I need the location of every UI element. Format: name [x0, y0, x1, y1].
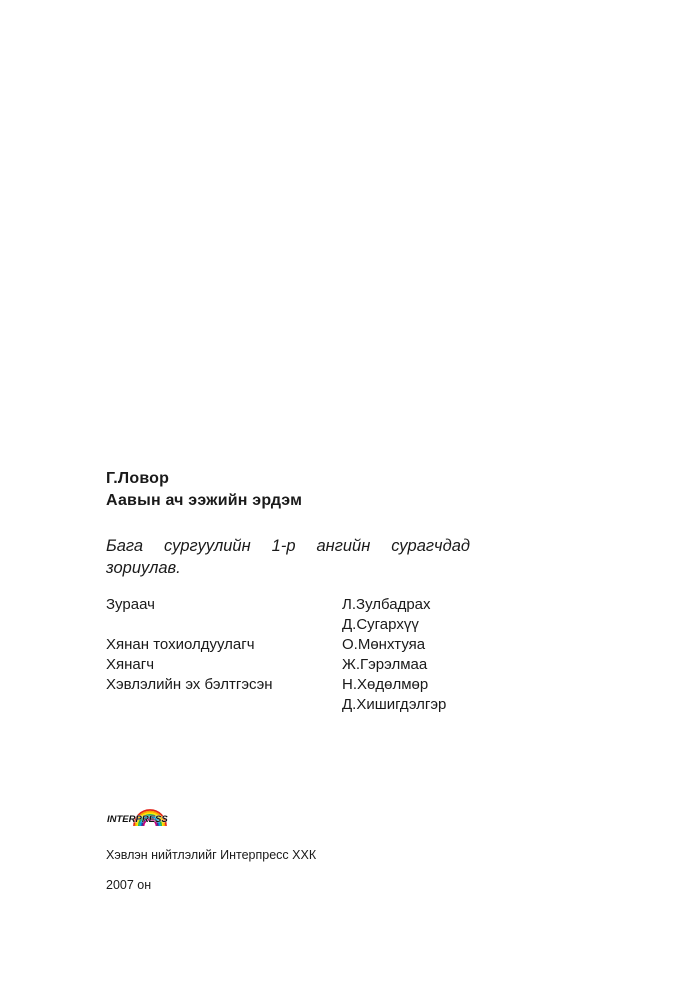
- credit-role: Зураач: [106, 596, 155, 613]
- credit-name: Л.Зулбадрах: [342, 596, 431, 613]
- credit-name: Д.Сугархүү: [342, 616, 419, 633]
- interpress-logo: [106, 796, 196, 836]
- book-subtitle: Бага сургуулийн 1-р ангийн сурагчдад зориулав.: [106, 537, 470, 577]
- credit-role: Хянан тохиолдуулагч: [106, 636, 255, 653]
- publisher-line: Хэвлэн нийтлэлийг Интерпресс ХХК: [106, 848, 317, 862]
- credit-names: [342, 635, 425, 655]
- credit-name: Д.Хишигдэлгэр: [342, 696, 447, 713]
- credit-names: [342, 675, 446, 715]
- credit-names: [342, 595, 431, 635]
- credits-list: [106, 595, 566, 715]
- credit-row-reviewer: [106, 655, 566, 675]
- author-name: Г.Ловор: [106, 470, 170, 487]
- credit-row-proofreader: [106, 635, 566, 655]
- credit-names: [342, 655, 427, 675]
- credit-name: Ж.Гэрэлмаа: [342, 656, 428, 673]
- credit-role: Хэвлэлийн эх бэлтгэсэн: [106, 676, 273, 693]
- credit-role: Хянагч: [106, 656, 155, 673]
- credit-name: О.Мөнхтуяа: [342, 636, 426, 653]
- interpress-logo-graphic: [106, 796, 196, 836]
- book-title: Аавын ач ээжийн эрдэм: [106, 492, 303, 509]
- credit-name: Н.Хөдөлмөр: [342, 676, 429, 693]
- logo-wordmark: INTERPRESS: [107, 814, 168, 825]
- publication-year: 2007 он: [106, 878, 152, 892]
- credit-row-illustrator: [106, 595, 566, 635]
- credit-row-layout: [106, 675, 566, 715]
